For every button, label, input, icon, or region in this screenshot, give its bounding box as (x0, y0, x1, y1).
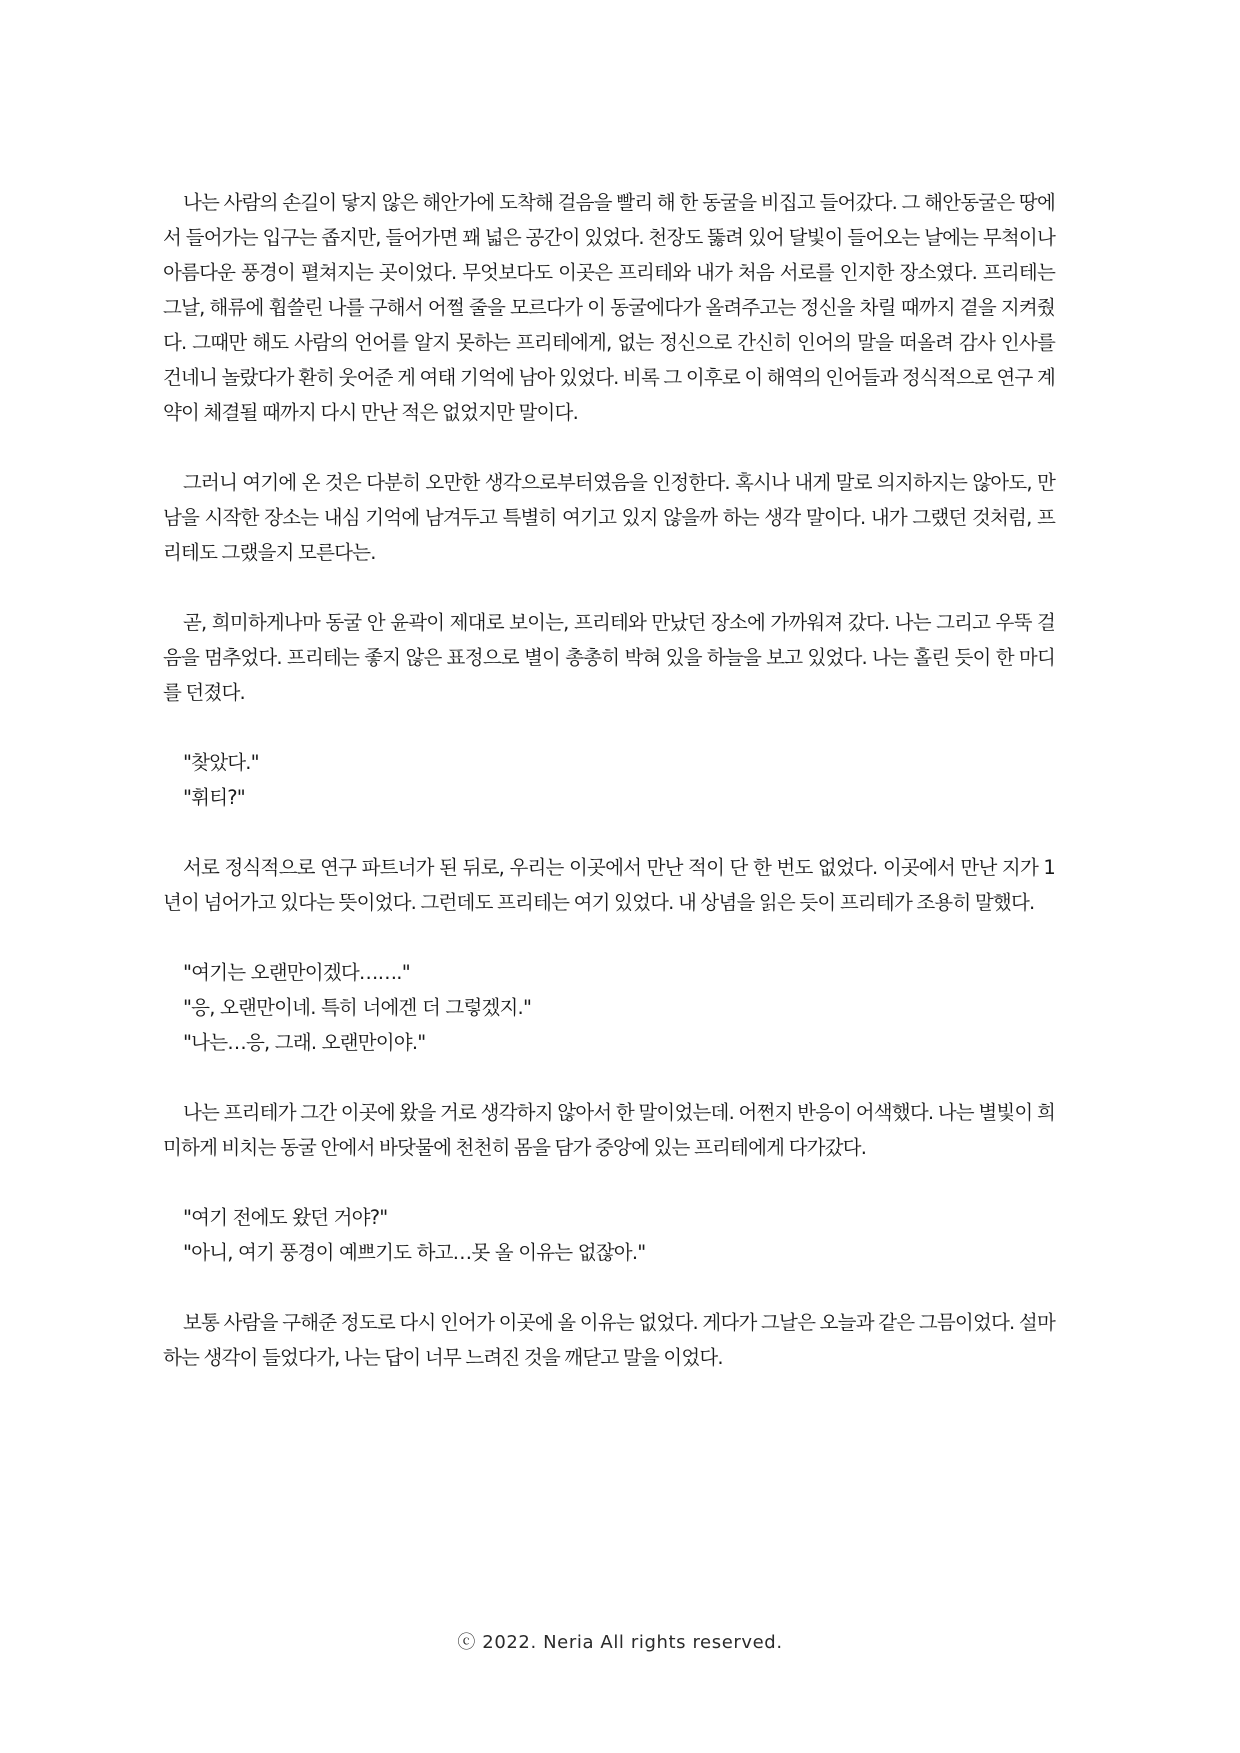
dialogue-line: "응, 오랜만이네. 특히 너에겐 더 그렇겠지." (183, 996, 532, 1019)
paragraph: 서로 정식적으로 연구 파트너가 된 뒤로, 우리는 이곳에서 만난 적이 단 한 번도 없었다. 이곳에서 만난 지가 1년이 넘어가고 있다는 뜻이었다. 그런데도 프리테는 여기 있었다. 내 상념을 읽은 듯이 프리테가 조용히 말했다. (163, 856, 1055, 914)
story-body (163, 185, 1055, 1410)
dialogue-line: "휘티?" (183, 786, 245, 809)
paragraph: 곧, 희미하게나마 동굴 안 윤곽이 제대로 보이는, 프리테와 만났던 장소에 가까워져 갔다. 나는 그리고 우뚝 걸음을 멈추었다. 프리테는 좋지 않은 표정으로 별이 총총히 박혀 있을 하늘을 보고 있었다. 나는 홀린 듯이 한 마디를 던졌다. (163, 611, 1055, 704)
dialogue-line: "찾았다." (183, 751, 259, 774)
dialogue-block (163, 955, 1055, 1060)
dialogue-line: "나는…응, 그래. 오랜만이야." (183, 1031, 426, 1054)
paragraph: 보통 사람을 구해준 정도로 다시 인어가 이곳에 올 이유는 없었다. 게다가 그날은 오늘과 같은 그믐이었다. 설마 하는 생각이 들었다가, 나는 답이 너무 느려진 것을 깨닫고 말을 이었다. (163, 1311, 1055, 1369)
dialogue-line: "여기 전에도 왔던 거야?" (183, 1206, 388, 1229)
dialogue-block (163, 1200, 1055, 1270)
copyright-footer: ⓒ 2022. Neria All rights reserved. (457, 1632, 783, 1653)
paragraph: 나는 프리테가 그간 이곳에 왔을 거로 생각하지 않아서 한 말이었는데. 어쩐지 반응이 어색했다. 나는 별빛이 희미하게 비치는 동굴 안에서 바닷물에 천천히 몸을 담가 중앙에 있는 프리테에게 다가갔다. (163, 1101, 1055, 1159)
dialogue-line: "아니, 여기 풍경이 예쁘기도 하고…못 올 이유는 없잖아." (183, 1241, 646, 1264)
dialogue-line: "여기는 오랜만이겠다……." (183, 961, 410, 984)
paragraph: 나는 사람의 손길이 닿지 않은 해안가에 도착해 걸음을 빨리 해 한 동굴을 비집고 들어갔다. 그 해안동굴은 땅에서 들어가는 입구는 좁지만, 들어가면 꽤 넓은 공간이 있었다. 천장도 뚫려 있어 달빛이 들어오는 날에는 무척이나 아름다운 풍경이 펼쳐지는 곳이었다. 무엇보다도 이곳은 프리테와 내가 처음 서로를 인지한 장소였다. 프리테는 그날, 해류에 휩쓸린 나를 구해서 어쩔 줄을 모르다가 이 동굴에다가 올려주고는 정신을 차릴 때까지 곁을 지켜줬다. 그때만 해도 사람의 언어를 알지 못하는 프리테에게, 없는 정신으로 간신히 인어의 말을 떠올려 감사 인사를 건네니 놀랐다가 환히 웃어준 게 여태 기억에 남아 있었다. 비록 그 이후로 이 해역의 인어들과 정식적으로 연구 계약이 체결될 때까지 다시 만난 적은 없었지만 말이다. (163, 191, 1055, 424)
dialogue-block (163, 745, 1055, 815)
paragraph: 그러니 여기에 온 것은 다분히 오만한 생각으로부터였음을 인정한다. 혹시나 내게 말로 의지하지는 않아도, 만남을 시작한 장소는 내심 기억에 남겨두고 특별히 여기고 있지 않을까 하는 생각 말이다. 내가 그랬던 것처럼, 프리테도 그랬을지 모른다는. (163, 471, 1055, 564)
